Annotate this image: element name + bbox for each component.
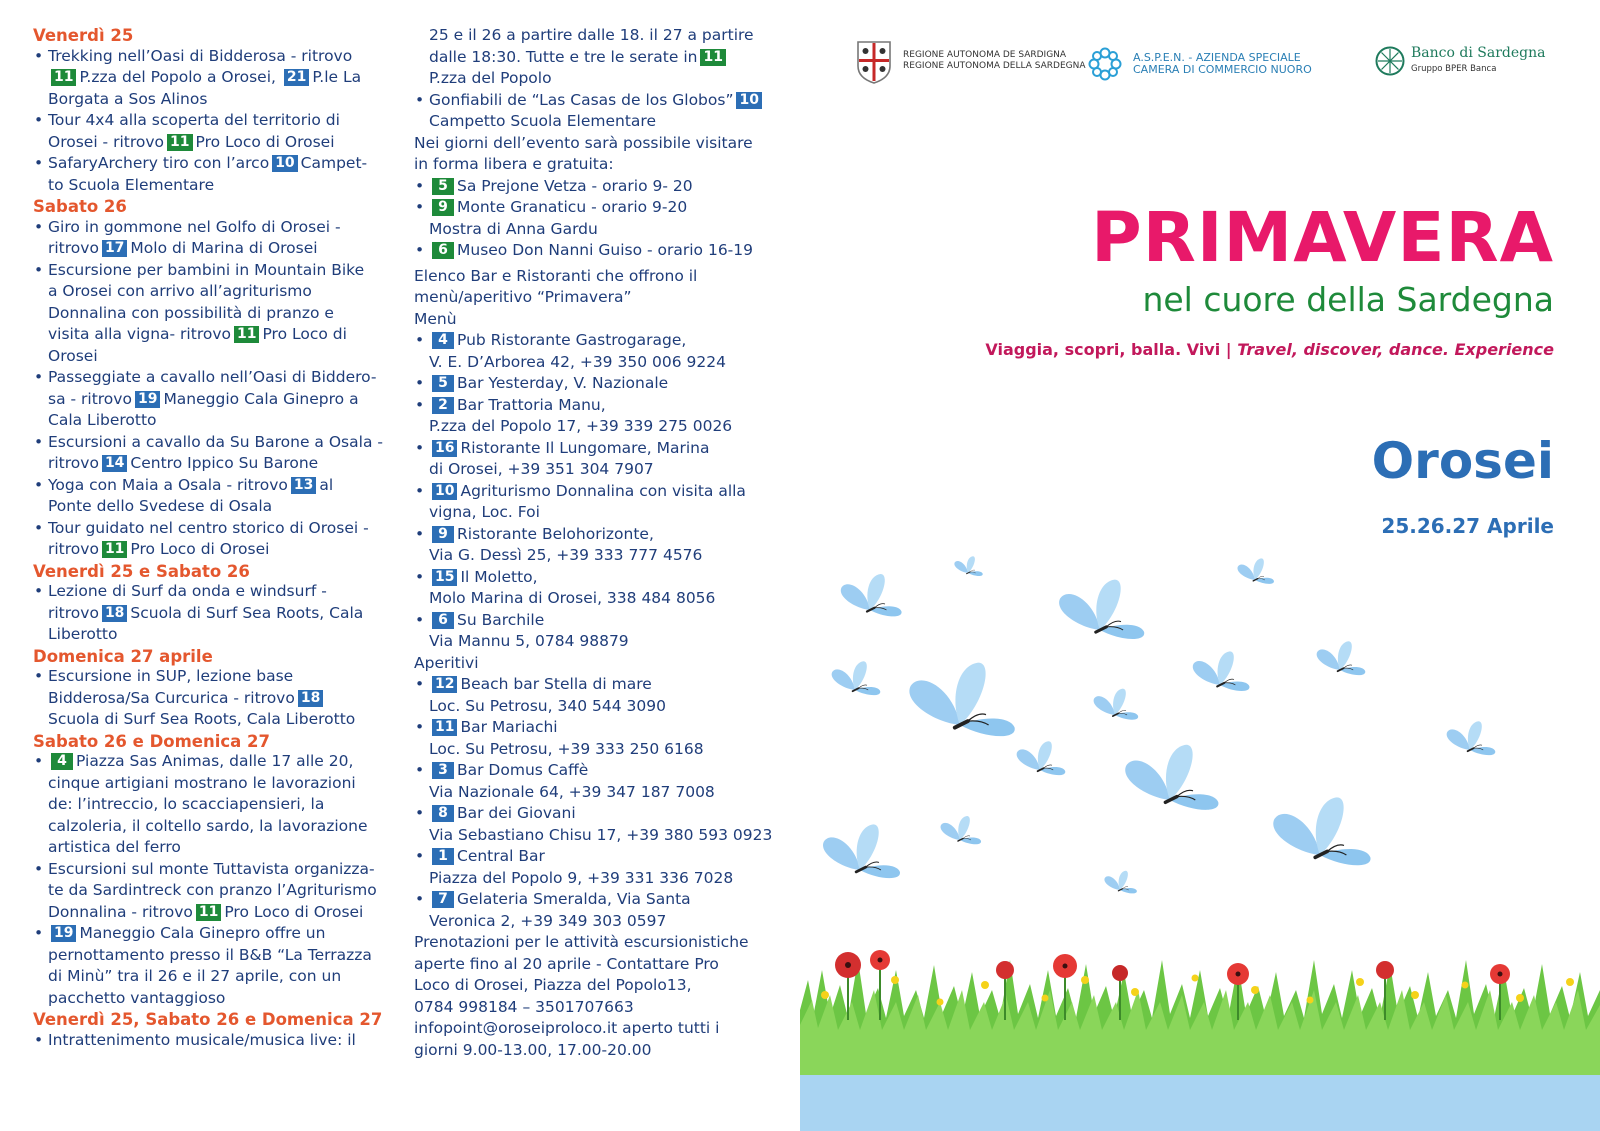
location-badge: 8 (432, 805, 454, 822)
list-item-cont: Loc. Su Petrosu, 340 544 3090 (429, 696, 666, 715)
list-item-cont: ritrovo 17 Molo di Marina di Orosei (48, 239, 318, 257)
location-badge: 12 (432, 676, 457, 693)
event-subtitle: nel cuore della Sardegna (1142, 280, 1554, 319)
list-item-cont: Via Nazionale 64, +39 347 187 7008 (429, 782, 715, 801)
location-badge: 15 (432, 569, 457, 586)
list-item-cont: P.zza del Popolo (429, 69, 552, 87)
event-dates: 25.26.27 Aprile (1381, 514, 1554, 538)
program-column-left (33, 24, 395, 1052)
list-item-cont: ritrovo 14 Centro Ippico Su Barone (48, 454, 319, 472)
list-item: • 9 Ristorante Belohorizonte, (414, 525, 786, 545)
sponsor-logos (855, 38, 1575, 98)
butterfly-icon (1017, 741, 1066, 775)
logo-aspen: A.S.P.E.N. - AZIENDA SPECIALE CAMERA DI COMMERCIO NUORO (1087, 46, 1312, 82)
butterfly-icon (954, 556, 982, 576)
location-badge: 6 (432, 612, 454, 629)
list-item-cont: Cala Liberotto (48, 411, 157, 429)
butterfly-icon (841, 574, 902, 616)
list-item-cont: 11 P.zza del Popolo a Orosei, 21 P.le La (33, 68, 395, 88)
butterfly-icon (1125, 745, 1218, 810)
list-item-cont: Ponte dello Svedese di Osala (48, 497, 273, 515)
visit-intro: Nei giorni dell’evento sarà possibile visitare (414, 133, 753, 152)
butterfly-icon (1273, 797, 1370, 865)
location-badge: 11 (700, 49, 725, 66)
list-item-cont: P.zza del Popolo 17, +39 339 275 0026 (429, 417, 733, 435)
list-item: • 2 Bar Trattoria Manu, (414, 396, 786, 416)
location-badge: 18 (298, 690, 323, 707)
location-badge: 2 (432, 397, 454, 414)
list-item: • 4 Piazza Sas Animas, dalle 17 alle 20, (33, 752, 395, 772)
day-heading: Venerdì 25, Sabato 26 e Domenica 27 (33, 1010, 383, 1029)
location-badge: 10 (736, 92, 761, 109)
booking-email: infopoint@oroseiproloco.it aperto tutti i (414, 1019, 720, 1037)
visit-intro: in forma libera e gratuita: (414, 155, 614, 173)
list-item-cont: Orosei (48, 346, 98, 365)
list-item: • 16 Ristorante Il Lungomare, Marina (414, 439, 786, 459)
list-item-cont: Orosei - ritrovo 11 Pro Loco di Orosei (48, 132, 335, 151)
location-badge: 19 (135, 391, 160, 408)
list-item-cont: Mostra di Anna Gardu (429, 219, 598, 238)
list-item-cont: Molo Marina di Orosei, 338 484 8056 (429, 589, 716, 607)
list-item-cont: Via Mannu 5, 0784 98879 (429, 632, 629, 650)
location-badge: 3 (432, 762, 454, 779)
logo-regione-sardegna: REGIONE AUTONOMA DE SARDIGNA REGIONE AUTONOMA DELLA SARDEGNA (855, 38, 1086, 84)
list-item: • 5 Bar Yesterday, V. Nazionale (414, 374, 786, 394)
aperitivi-heading: Aperitivi (414, 653, 479, 672)
location-badge: 21 (284, 69, 309, 86)
list-item: • Escursione in SUP, lezione base (33, 667, 395, 687)
day-heading: Sabato 26 e Domenica 27 (33, 731, 271, 751)
location-badge: 6 (432, 242, 454, 259)
list-item: • 4 Pub Ristorante Gastrogarage, (414, 331, 786, 351)
list-item-cont: dalle 18:30. Tutte e tre le serate in 11 (414, 48, 786, 68)
list-item-cont: Donnalina - ritrovo 11 Pro Loco di Orosei (48, 902, 364, 921)
aspen-flower-icon (1087, 46, 1123, 82)
list-item: • Escursione per bambini in Mountain Bike (33, 261, 395, 281)
bars-intro: menù/aperitivo “Primavera” (414, 288, 632, 306)
list-item: • 11 Bar Mariachi (414, 718, 786, 738)
location-badge: 10 (432, 483, 457, 500)
list-item-cont: pacchetto vantaggioso (48, 988, 226, 1007)
town-name: Orosei (1371, 432, 1554, 490)
butterfly-icon (941, 816, 982, 844)
list-item-cont: di Orosei, +39 351 304 7907 (429, 460, 654, 478)
list-item: • Giro in gommone nel Golfo di Orosei - (33, 218, 395, 238)
list-item: • 6 Museo Don Nanni Guiso - orario 16-19 (414, 241, 786, 261)
event-tagline: Viaggia, scopri, balla. Vivi | Travel, discover, dance. Experience (985, 340, 1554, 359)
list-item-cont: ritrovo 11 Pro Loco di Orosei (48, 540, 270, 558)
location-badge: 11 (102, 541, 127, 558)
location-badge: 10 (272, 155, 297, 172)
list-item: • 8 Bar dei Giovani (414, 804, 786, 824)
butterfly-icon (1237, 558, 1273, 583)
butterfly-icon (1094, 689, 1139, 720)
list-item: • 12 Beach bar Stella di mare (414, 675, 786, 695)
location-badge: 11 (432, 719, 457, 736)
list-item-cont: artistica del ferro (48, 838, 181, 856)
list-item-cont: Scuola di Surf Sea Roots, Cala Liberotto (48, 710, 356, 728)
location-badge: 5 (432, 178, 454, 195)
program-column-middle (414, 26, 786, 1062)
list-item: • Yoga con Maia a Osala - ritrovo 13 al (33, 476, 395, 496)
location-badge: 1 (432, 848, 454, 865)
list-item: • SafaryArchery tiro con l’arco 10 Campet- (33, 154, 395, 174)
butterfly-icon (1447, 721, 1496, 755)
list-item: • 1 Central Bar (414, 847, 786, 867)
list-item-cont: Donnalina con possibilità di pranzo e (48, 303, 334, 322)
day-heading: Domenica 27 aprile (33, 646, 213, 666)
list-item-cont: 25 e il 26 a partire dalle 18. il 27 a partire (429, 26, 754, 44)
butterfly-icon (832, 661, 881, 695)
booking-info: Prenotazioni per le attività escursionistiche (414, 933, 749, 951)
list-item-cont: Via G. Dessì 25, +39 333 777 4576 (429, 546, 703, 564)
butterfly-icon (909, 663, 1014, 737)
list-item: • 10 Agriturismo Donnalina con visita alla (414, 482, 786, 502)
list-item-cont: ritrovo 18 Scuola di Surf Sea Roots, Cala (48, 603, 364, 622)
list-item-cont: Loc. Su Petrosu, +39 333 250 6168 (429, 739, 704, 758)
list-item: • 5 Sa Prejone Vetza - orario 9- 20 (414, 177, 786, 197)
logo-banco-di-sardegna: Banco di Sardegna Gruppo BPER Banca (1375, 46, 1545, 76)
list-item-cont: visita alla vigna- ritrovo 11 Pro Loco di (48, 325, 347, 343)
list-item: • 6 Su Barchile (414, 611, 786, 631)
list-item: • 15 Il Moletto, (414, 568, 786, 588)
list-item: • Intrattenimento musicale/musica live: il (33, 1031, 395, 1051)
bars-intro: Elenco Bar e Ristoranti che offrono il (414, 266, 698, 285)
location-badge: 17 (102, 240, 127, 257)
list-item: • Tour 4x4 alla scoperta del territorio di (33, 111, 395, 131)
list-item-cont: vigna, Loc. Foi (429, 503, 540, 521)
butterfly-icon (1104, 871, 1136, 894)
day-heading: Venerdì 25 (33, 26, 134, 45)
location-badge: 11 (167, 134, 192, 151)
list-item: • Escursioni sul monte Tuttavista organizza- (33, 860, 395, 880)
booking-info: Loco di Orosei, Piazza del Popolo13, (414, 976, 692, 994)
location-badge: 4 (51, 753, 73, 770)
list-item: • 7 Gelateria Smeralda, Via Santa (414, 890, 786, 910)
booking-info: aperte fino al 20 aprile - Contattare Pro (414, 954, 719, 973)
list-item-cont: Bidderosa/Sa Curcurica - ritrovo 18 (33, 689, 395, 709)
list-item-cont: sa - ritrovo 19 Maneggio Cala Ginepro a (48, 389, 359, 408)
sardinia-crest-icon (855, 38, 893, 84)
location-badge: 18 (102, 605, 127, 622)
location-badge: 19 (51, 925, 76, 942)
butterfly-icon (823, 824, 900, 878)
list-item-cont: cinque artigiani mostrano le lavorazioni (48, 773, 356, 792)
list-item: • Tour guidato nel centro storico di Orosei - (33, 519, 395, 539)
location-badge: 11 (51, 69, 76, 86)
list-item-cont: Piazza del Popolo 9, +39 331 336 7028 (429, 868, 734, 887)
water-strip (800, 1075, 1600, 1131)
list-item: • Lezione di Surf da onda e windsurf - (33, 582, 395, 602)
list-item: • 19 Maneggio Cala Ginepro offre un (33, 924, 395, 944)
list-item: • 9 Monte Granaticu - orario 9-20 (414, 198, 786, 218)
list-item-cont: to Scuola Elementare (48, 175, 215, 194)
bank-emblem-icon (1375, 46, 1405, 76)
list-item-cont: pernottamento presso il B&B “La Terrazza (48, 945, 372, 964)
location-badge: 5 (432, 375, 454, 392)
menu-heading: Menù (414, 309, 457, 328)
location-badge: 14 (102, 455, 127, 472)
event-title: PRIMAVERA (1091, 198, 1554, 278)
location-badge: 9 (432, 526, 454, 543)
location-badge: 11 (196, 904, 221, 921)
location-badge: 4 (432, 332, 454, 349)
spring-illustration (800, 540, 1600, 1131)
list-item-cont: de: l’intreccio, lo scacciapensieri, la (48, 795, 325, 813)
list-item-cont: Borgata a Sos Alinos (48, 89, 208, 108)
list-item: • Gonfiabili de “Las Casas de los Globos” 10 (414, 91, 786, 111)
grass-icon (800, 960, 1600, 1075)
list-item: • Trekking nell’Oasi di Bidderosa - ritrovo (33, 47, 395, 67)
location-badge: 13 (291, 477, 316, 494)
butterfly-icon (1059, 580, 1144, 639)
list-item-cont: calzoleria, il coltello sardo, la lavorazione (48, 816, 368, 835)
booking-info: 0784 998184 – 3501707663 (414, 997, 634, 1016)
list-item-cont: Liberotto (48, 625, 118, 643)
day-heading: Sabato 26 (33, 197, 127, 216)
butterfly-icon (1317, 641, 1366, 675)
list-item-cont: Veronica 2, +39 349 303 0597 (429, 911, 667, 930)
list-item: • Escursioni a cavallo da Su Barone a Osala - (33, 433, 395, 453)
location-badge: 9 (432, 199, 454, 216)
list-item-cont: V. E. D’Arborea 42, +39 350 006 9224 (429, 352, 726, 371)
list-item-cont: Via Sebastiano Chisu 17, +39 380 593 0923 (429, 825, 773, 844)
list-item-cont: a Orosei con arrivo all’agriturismo (48, 282, 312, 300)
location-badge: 11 (234, 326, 259, 343)
butterfly-icon (1193, 651, 1250, 691)
day-heading: Venerdì 25 e Sabato 26 (33, 561, 250, 581)
location-badge: 16 (432, 440, 457, 457)
list-item-cont: di Minù” tra il 26 e il 27 aprile, con un (48, 967, 342, 985)
list-item: • Passeggiate a cavallo nell’Oasi di Biddero- (33, 368, 395, 388)
booking-info: giorni 9.00-13.00, 17.00-20.00 (414, 1040, 652, 1059)
list-item-cont: te da Sardintreck con pranzo l’Agriturismo (48, 881, 377, 899)
list-item: • 3 Bar Domus Caffè (414, 761, 786, 781)
location-badge: 7 (432, 891, 454, 908)
list-item-cont: Campetto Scuola Elementare (429, 112, 656, 130)
